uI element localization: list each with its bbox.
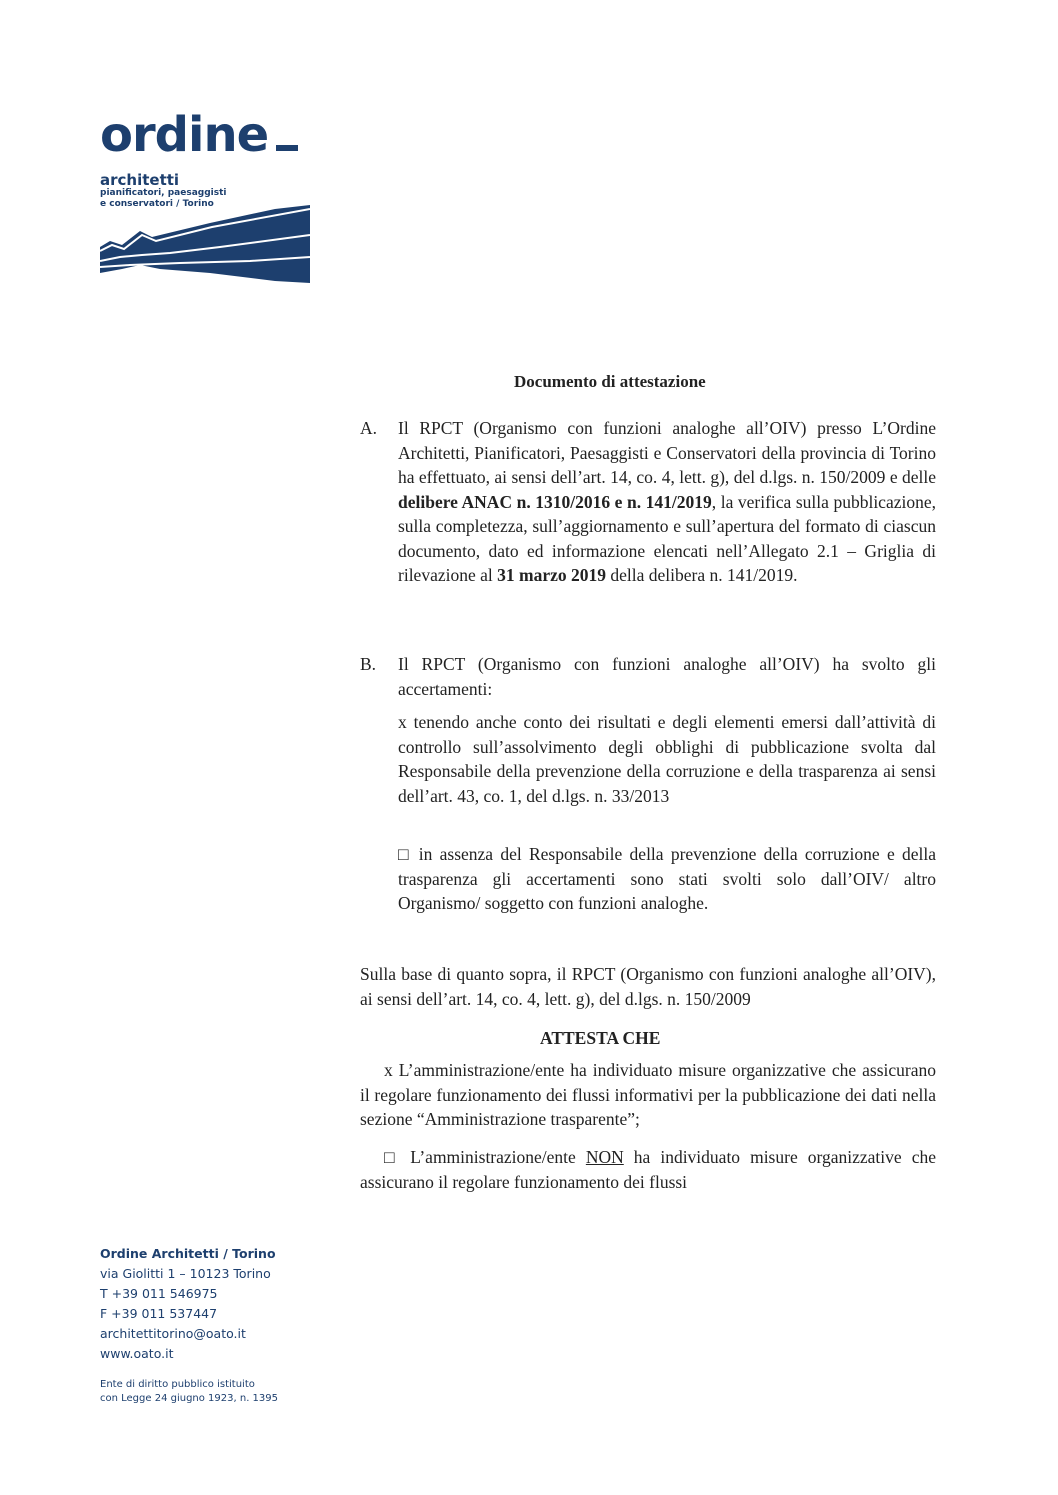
footer-phone: T +39 011 546975 xyxy=(100,1286,218,1301)
section-b-option-checked: x tenendo anche conto dei risultati e degli elementi emersi dall’attività di controllo sull’assolvimento degli obblighi di pubblicazione svolta dal Responsabile della prevenzione della corruzione e della trasparenza ai sensi dell’art. 43, co. 1, del d.lgs. n. 33/2013 xyxy=(398,712,936,806)
logo-line1: architetti xyxy=(100,171,180,189)
footer-contacts xyxy=(100,1244,278,1406)
section-a-date: 31 marzo 2019 xyxy=(497,565,606,585)
footer-address: via Giolitti 1 – 10123 Torino xyxy=(100,1266,271,1281)
attesta-non-word: NON xyxy=(585,1147,624,1167)
document-title: Documento di attestazione xyxy=(514,372,706,391)
section-a-delibere: delibere ANAC n. 1310/2016 e n. 141/2019 xyxy=(398,491,712,512)
attesta-non-post: ha individuato misure organizzative che assicurano il regolare funzionamento dei flussi xyxy=(360,1147,936,1192)
footer-ente xyxy=(100,1378,278,1406)
section-b-marker: B. xyxy=(360,654,377,674)
logo-dash xyxy=(276,145,298,151)
section-a-part3: della delibera n. 141/2019. xyxy=(606,565,798,585)
logo-line2: pianificatori, paesaggisti xyxy=(100,188,227,198)
section-b-option-unchecked xyxy=(398,842,936,916)
footer-email: architettitorino@oato.it xyxy=(100,1326,246,1341)
footer-org: Ordine Architetti / Torino xyxy=(100,1246,276,1261)
checkbox-empty-icon: □ xyxy=(398,844,412,864)
attesta-non-pre: L’amministrazione/ente xyxy=(400,1147,586,1167)
section-a-text xyxy=(398,416,936,588)
section-b-text: Il RPCT (Organismo con funzioni analoghe all’OIV) ha svolto gli accertamenti: xyxy=(398,654,936,699)
section-b-option-unchecked-text: in assenza del Responsabile della prevenzione della corruzione e della trasparenza gli accertamenti sono stati svolti solo dall’OIV/ altro Organismo/ soggetto con funzioni analoghe. xyxy=(398,844,936,913)
section-a-marker: A. xyxy=(360,418,378,438)
logo xyxy=(100,107,330,210)
logo-line3: e conservatori / Torino xyxy=(100,199,214,209)
attesta-option-checked: x L’amministrazione/ente ha individuato misure organizzative che assicurano il regolare funzionamento dei flussi informativi per la pubblicazione dei dati nella sezione “Amministrazione trasparente”; xyxy=(360,1060,936,1129)
checkbox-empty-icon: □ xyxy=(384,1147,401,1167)
section-a-part1: Il RPCT (Organismo con funzioni analoghe all’OIV) presso L’Ordine Architetti, Pianificatori, Paesaggisti e Conservatori della provincia di Torino ha effettuato, ai sensi dell’art. 14, co. 4, lett. g), del d.lgs. n. 150/2009 e delle xyxy=(398,418,936,487)
sulla-base-paragraph: Sulla base di quanto sopra, il RPCT (Organismo con funzioni analoghe all’OIV), ai sensi dell’art. 14, co. 4, lett. g), del d.lgs. n. 150/2009 xyxy=(360,964,936,1009)
attesta-che-heading: ATTESTA CHE xyxy=(540,1028,661,1048)
logo-word: ordine xyxy=(100,107,269,163)
attesta-option-unchecked xyxy=(360,1145,936,1194)
logo-wordmark xyxy=(100,107,330,163)
footer-web: www.oato.it xyxy=(100,1346,174,1361)
section-a-part2: , la verifica sulla pubblicazione, sulla completezza, sull’aggiornamento e sull’apertura del formato di ciascun documento, dato ed informazione elencati nell’Allegato 2.1 – Griglia di rilevazione al xyxy=(398,491,936,585)
footer-ente-line1: Ente di diritto pubblico istituito xyxy=(100,1379,255,1390)
footer-ente-line2: con Legge 24 giugno 1923, n. 1395 xyxy=(100,1393,279,1404)
footer-fax: F +39 011 537447 xyxy=(100,1306,218,1321)
logo-mountain-graphic xyxy=(100,205,310,285)
